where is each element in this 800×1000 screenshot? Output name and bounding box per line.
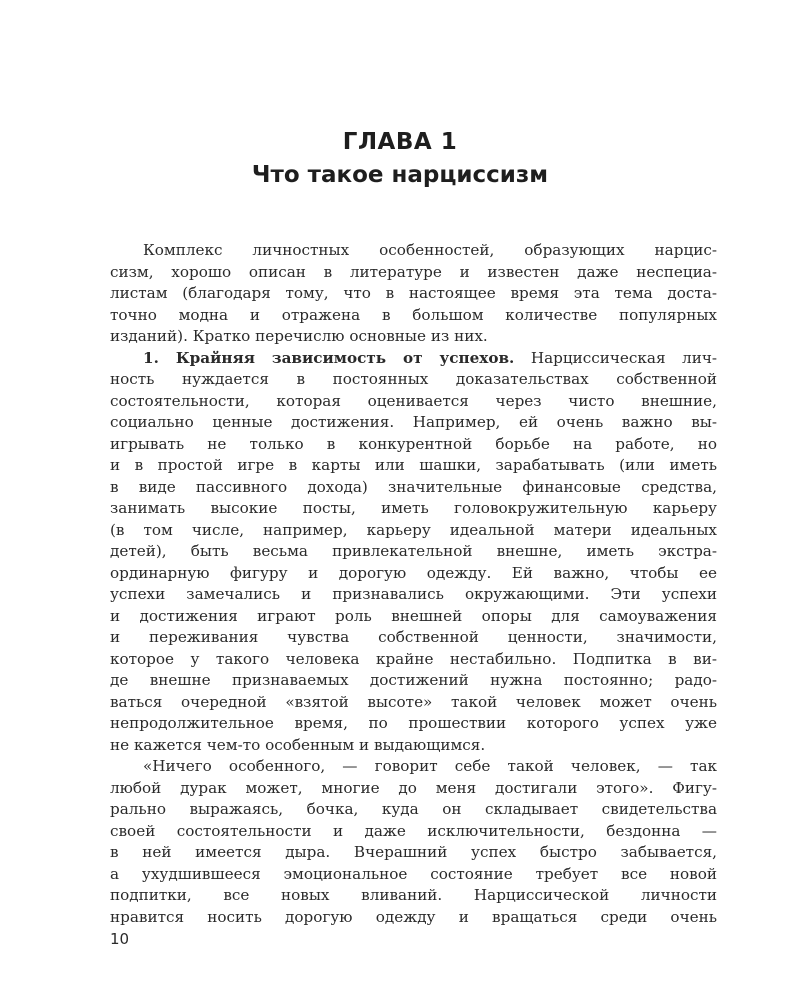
text-line: и в простой игре в карты или шашки, зарабатывать (или иметь [110,456,717,474]
chapter-number: ГЛАВА 1 [342,129,458,155]
text-line: де внешне признаваемых достижений нужна постоянно; радо- [110,671,717,689]
paragraph-dependency-on-success [110,348,717,757]
text-line: ность нуждается в постоянных доказательствах собственной [110,370,717,388]
text-line: состоятельности, которая оценивается через чисто внешние, [110,391,717,410]
text-line: нравится носить дорогую одежду и вращаться среди очень [110,907,717,926]
text-line: и переживания чувства собственной ценности, значимости, [110,628,717,646]
page-number: 10 [110,930,130,948]
text-line: которое у такого человека крайне нестабильно. Подпитка в ви- [110,649,717,668]
body-text [110,240,717,928]
text-line: успехи замечались и признавались окружающими. Эти успехи [110,585,717,603]
text-line: и достижения играют роль внешней опоры для самоуважения [110,606,717,625]
paragraph-quote [110,756,717,928]
text-line: Комплекс личностных особенностей, образующих нарцис- [143,241,717,259]
chapter-heading [0,126,800,191]
text-line: социально ценные достижения. Например, ей очень важно вы- [110,413,717,431]
chapter-title: Что такое нарциссизм [251,162,549,188]
text-fragment: Нарциссическая лич- [514,348,717,367]
text-line: точно модна и отражена в большом количестве популярных [110,305,717,324]
text-line: своей состоятельности и даже исключительности, бездонна — [110,821,717,840]
text-line [110,348,717,370]
text-line: непродолжительное время, по прошествии которого успех уже [110,714,717,732]
text-line: игрывать не только в конкурентной борьбе на работе, но [110,434,717,453]
text-line: не кажется чем-то особенным и выдающимся. [110,735,486,754]
text-line: рально выражаясь, бочка, куда он складывает свидетельства [110,800,717,818]
text-line: любой дурак может, многие до меня достигали этого». Фигу- [110,778,717,797]
text-line: листам (благодаря тому, что в настоящее время эта тема доста- [110,284,717,302]
section-lead: 1. Крайняя зависимость от успехов. [143,348,515,367]
text-line: в ней имеется дыра. Вчерашний успех быстро забывается, [110,843,717,861]
text-line: ваться очередной «взятой высоте» такой человек может очень [110,692,717,711]
text-line: ординарную фигуру и дорогую одежду. Ей важно, чтобы ее [110,563,717,582]
text-line: подпитки, все новых вливаний. Нарциссической личности [110,886,717,904]
text-line: (в том числе, например, карьеру идеальной матери идеальных [110,520,717,539]
paragraph-intro [110,240,717,348]
text-line: изданий). Кратко перечислю основные из них. [110,327,488,345]
text-line: «Ничего особенного, — говорит себе такой человек, — так [143,757,717,775]
text-line: сизм, хорошо описан в литературе и известен даже неспециа- [110,262,717,281]
text-line: детей), быть весьма привлекательной внешне, иметь экстра- [110,542,717,560]
text-line: в виде пассивного дохода) значительные финансовые средства, [110,477,717,496]
text-line: а ухудшившееся эмоциональное состояние требует все новой [110,864,717,883]
text-line: занимать высокие посты, иметь головокружительную карьеру [110,499,717,517]
